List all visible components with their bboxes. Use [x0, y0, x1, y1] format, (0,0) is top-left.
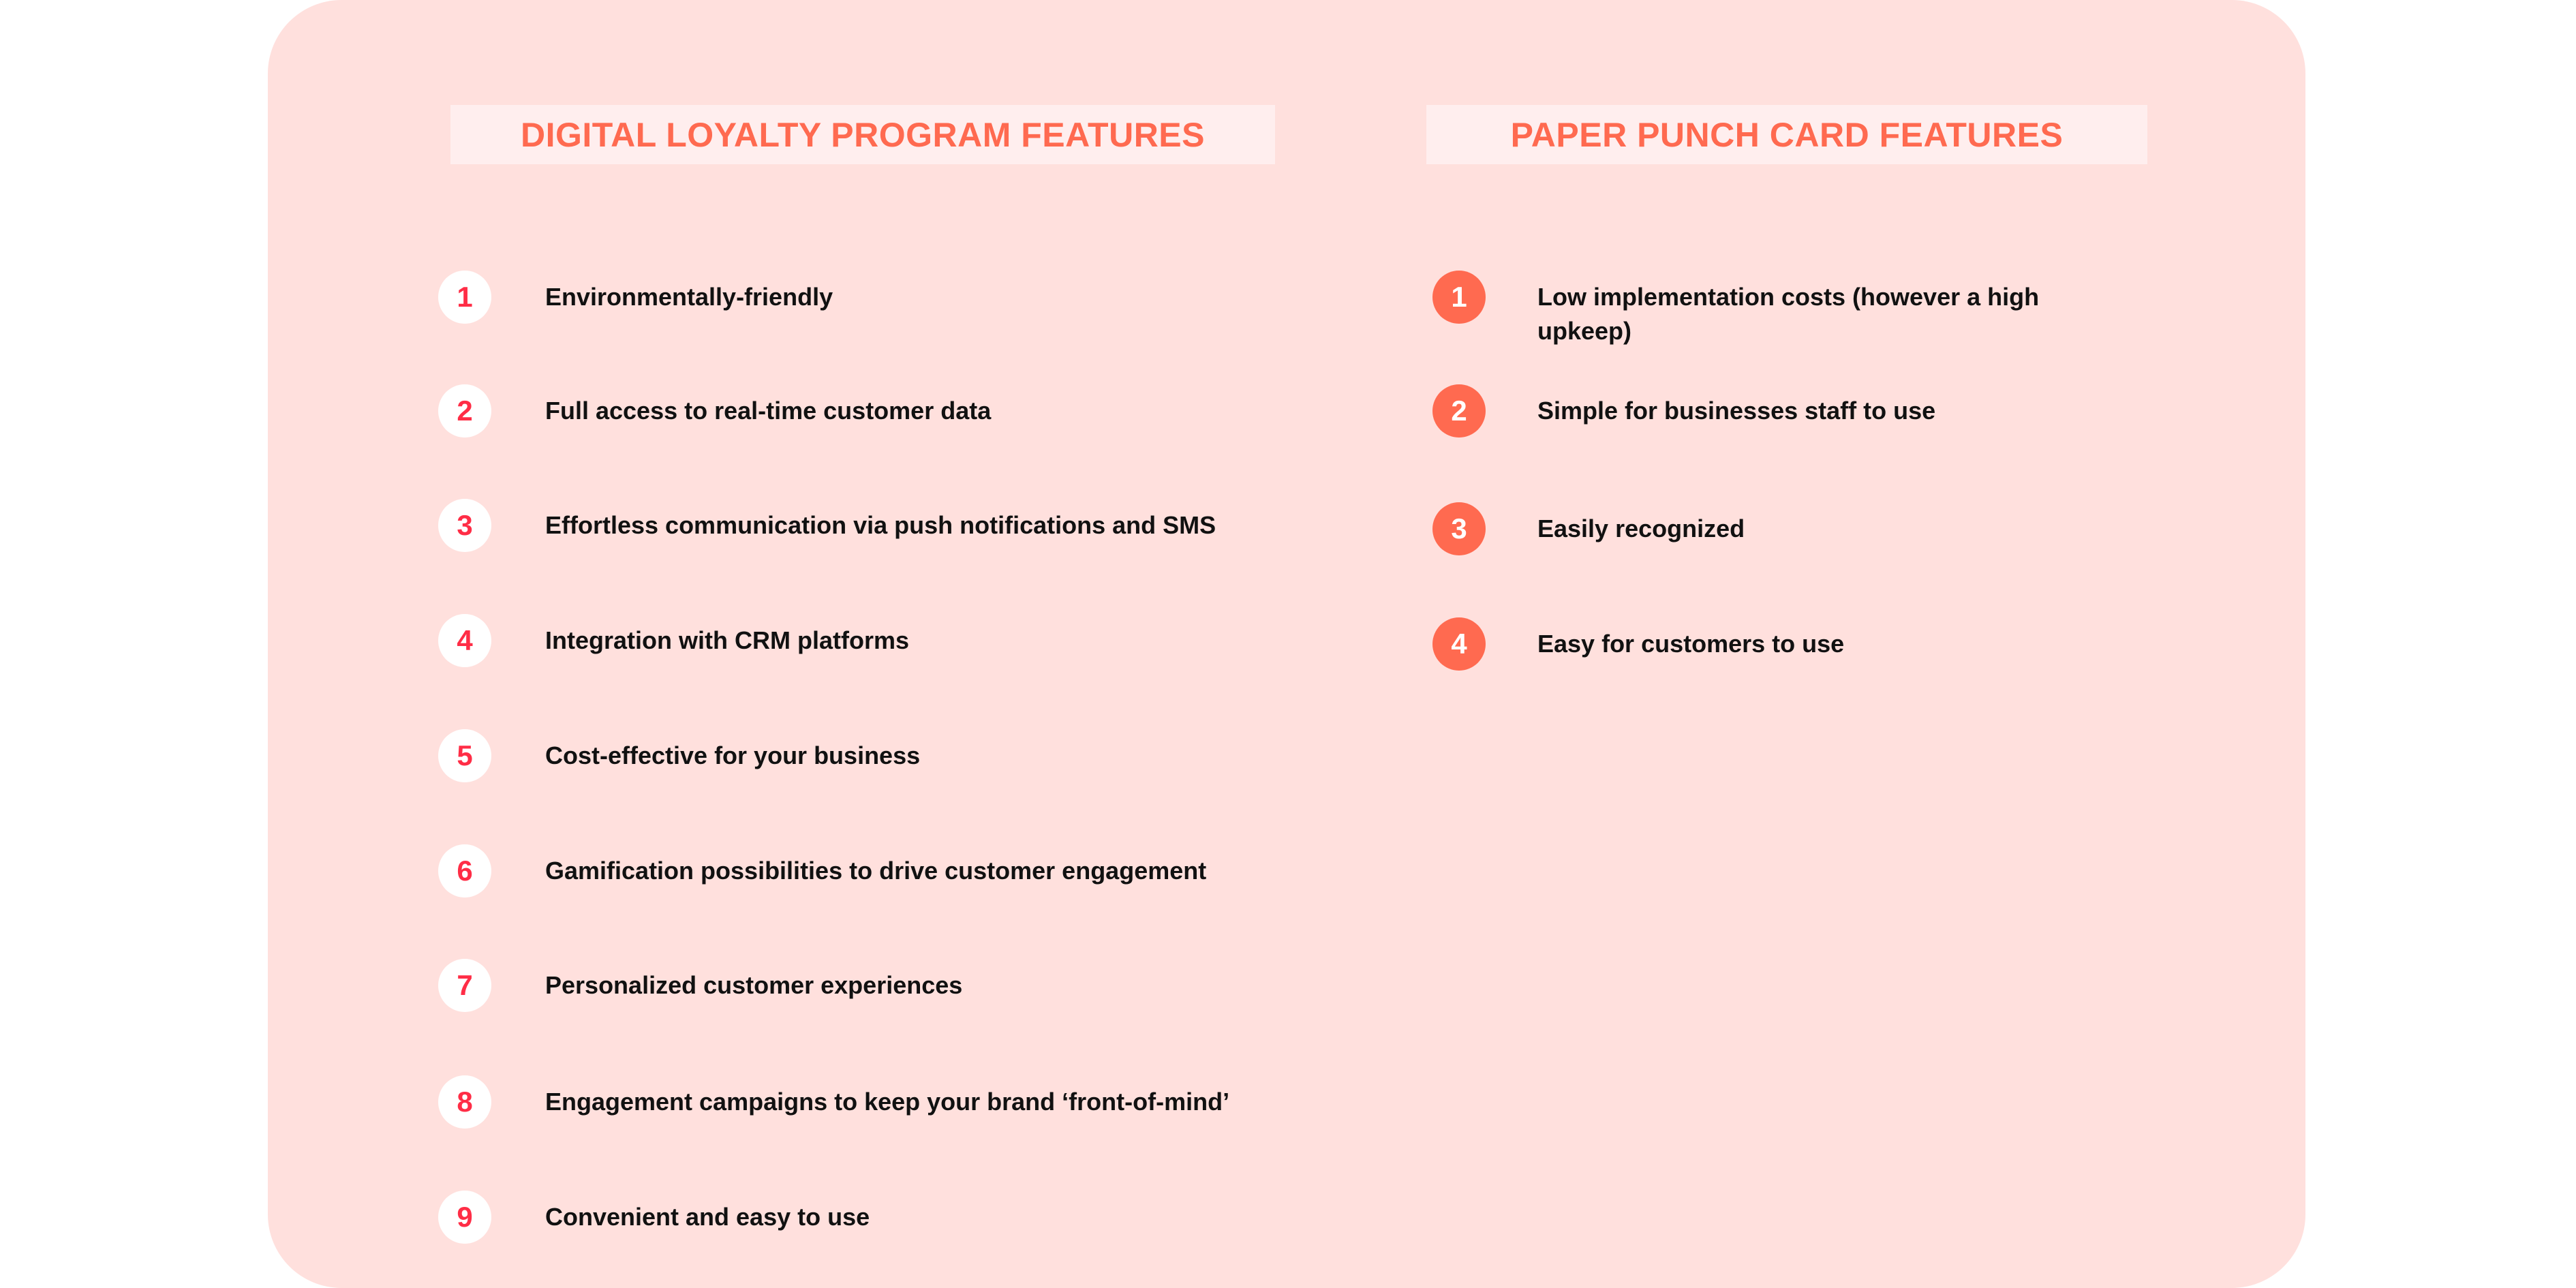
feature-text: Cost-effective for your business: [545, 741, 921, 769]
number-badge: 1: [438, 271, 491, 324]
list-item: [438, 384, 991, 438]
list-item: [438, 271, 833, 324]
feature-text: Simple for businesses staff to use: [1537, 397, 1936, 425]
feature-text: Environmentally-friendly: [545, 283, 833, 311]
number-badge: 2: [1432, 384, 1486, 438]
list-item: [1432, 502, 2076, 555]
paper-punch-card-header: PAPER PUNCH CARD FEATURES: [1426, 105, 2147, 164]
list-item: [1432, 617, 2076, 671]
number-badge: 3: [438, 499, 491, 552]
number-badge: 6: [438, 844, 491, 898]
list-item: [438, 1075, 1229, 1129]
list-item: [1432, 271, 2076, 348]
feature-text: Gamification possibilities to drive customer engagement: [545, 857, 1207, 885]
list-item: [438, 959, 962, 1012]
number-badge: 2: [438, 384, 491, 438]
number-badge: 5: [438, 729, 491, 782]
list-item: [438, 729, 920, 782]
list-item: [1432, 384, 2076, 438]
feature-text: Easy for customers to use: [1537, 630, 1845, 658]
feature-text: Integration with CRM platforms: [545, 626, 909, 654]
number-badge: 9: [438, 1191, 491, 1244]
list-item: [438, 844, 1206, 898]
number-badge: 4: [438, 614, 491, 667]
feature-text: Convenient and easy to use: [545, 1203, 870, 1231]
number-badge: 7: [438, 959, 491, 1012]
feature-text: Personalized customer experiences: [545, 971, 963, 999]
number-badge: 1: [1432, 271, 1486, 324]
list-item: [438, 499, 1216, 552]
feature-text: Full access to real-time customer data: [545, 397, 992, 425]
list-item: [438, 1191, 870, 1244]
feature-text: Easily recognized: [1537, 515, 1745, 542]
feature-text: Engagement campaigns to keep your brand ‘front-of-mind’: [545, 1088, 1230, 1116]
feature-text: Low implementation costs (however a high upkeep): [1537, 283, 2040, 345]
number-badge: 8: [438, 1075, 491, 1129]
number-badge: 4: [1432, 617, 1486, 671]
list-item: [438, 614, 909, 667]
digital-loyalty-header: DIGITAL LOYALTY PROGRAM FEATURES: [450, 105, 1275, 164]
feature-text: Effortless communication via push notifications and SMS: [545, 511, 1216, 539]
number-badge: 3: [1432, 502, 1486, 555]
